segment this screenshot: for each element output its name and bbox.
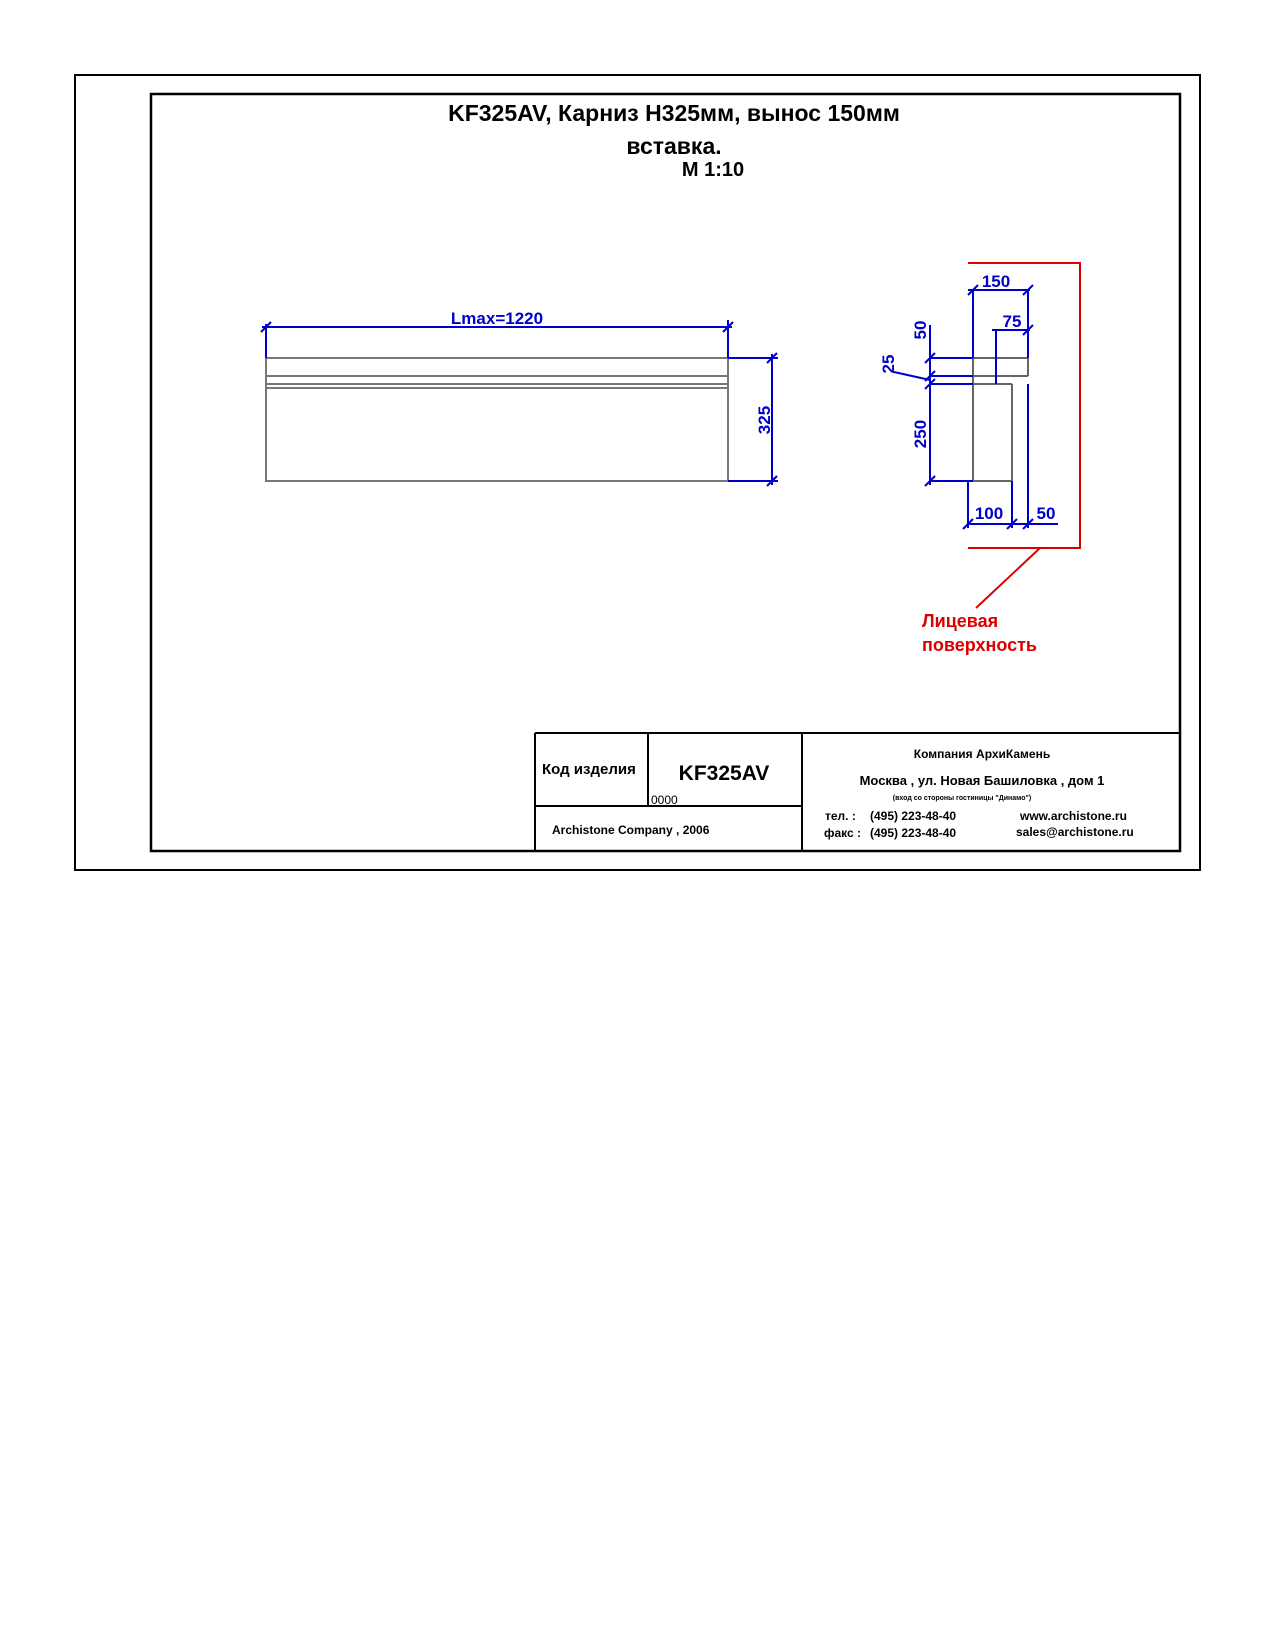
company-address: Москва , ул. Новая Башиловка , дом 1 [859, 773, 1105, 788]
face-surface-marker [968, 263, 1080, 608]
dim-body-height: 250 [911, 419, 930, 449]
section-view [879, 263, 1080, 655]
tel-label: тел. : [825, 809, 856, 823]
drawing-scale: М 1:10 [681, 159, 745, 181]
front-view [261, 309, 778, 486]
length-dimension-label: Lmax=1220 [450, 309, 544, 328]
product-code-label: Код изделия [542, 761, 636, 778]
inner-frame [151, 94, 1180, 851]
dim-bottom-offset: 50 [1036, 504, 1056, 523]
website-text[interactable]: www.archistone.ru [1020, 809, 1127, 823]
face-surface-label: Лицевая [922, 611, 999, 631]
dim-width-total: 150 [981, 272, 1011, 291]
company-name: Компания АрхиКамень [913, 747, 1051, 761]
height-dimension-label: 325 [755, 405, 774, 435]
fax-label: факс : [824, 826, 862, 840]
product-code-value: KF325AV [678, 762, 770, 785]
website-link[interactable] [1019, 809, 1127, 823]
product-code-number: 0000 [651, 793, 678, 807]
email-link[interactable] [1016, 825, 1134, 839]
dim-groove: 25 [879, 354, 898, 374]
drawing-subtitle: вставка. [626, 133, 722, 159]
company-address-note: (вход со стороны гостиницы "Динамо") [892, 795, 1032, 802]
copyright: Archistone Company , 2006 [552, 823, 710, 837]
dim-bottom-width: 100 [974, 504, 1004, 523]
dim-top-inset: 75 [1002, 312, 1022, 331]
face-surface-label-2: поверхность [922, 635, 1037, 655]
email-text[interactable]: sales@archistone.ru [1016, 825, 1134, 839]
dim-top-height: 50 [911, 320, 930, 340]
drawing-title: KF325AV, Карниз Н325мм, вынос 150мм [448, 100, 900, 126]
tel-number: (495) 223-48-40 [870, 809, 957, 823]
fax-number: (495) 223-48-40 [870, 826, 957, 840]
